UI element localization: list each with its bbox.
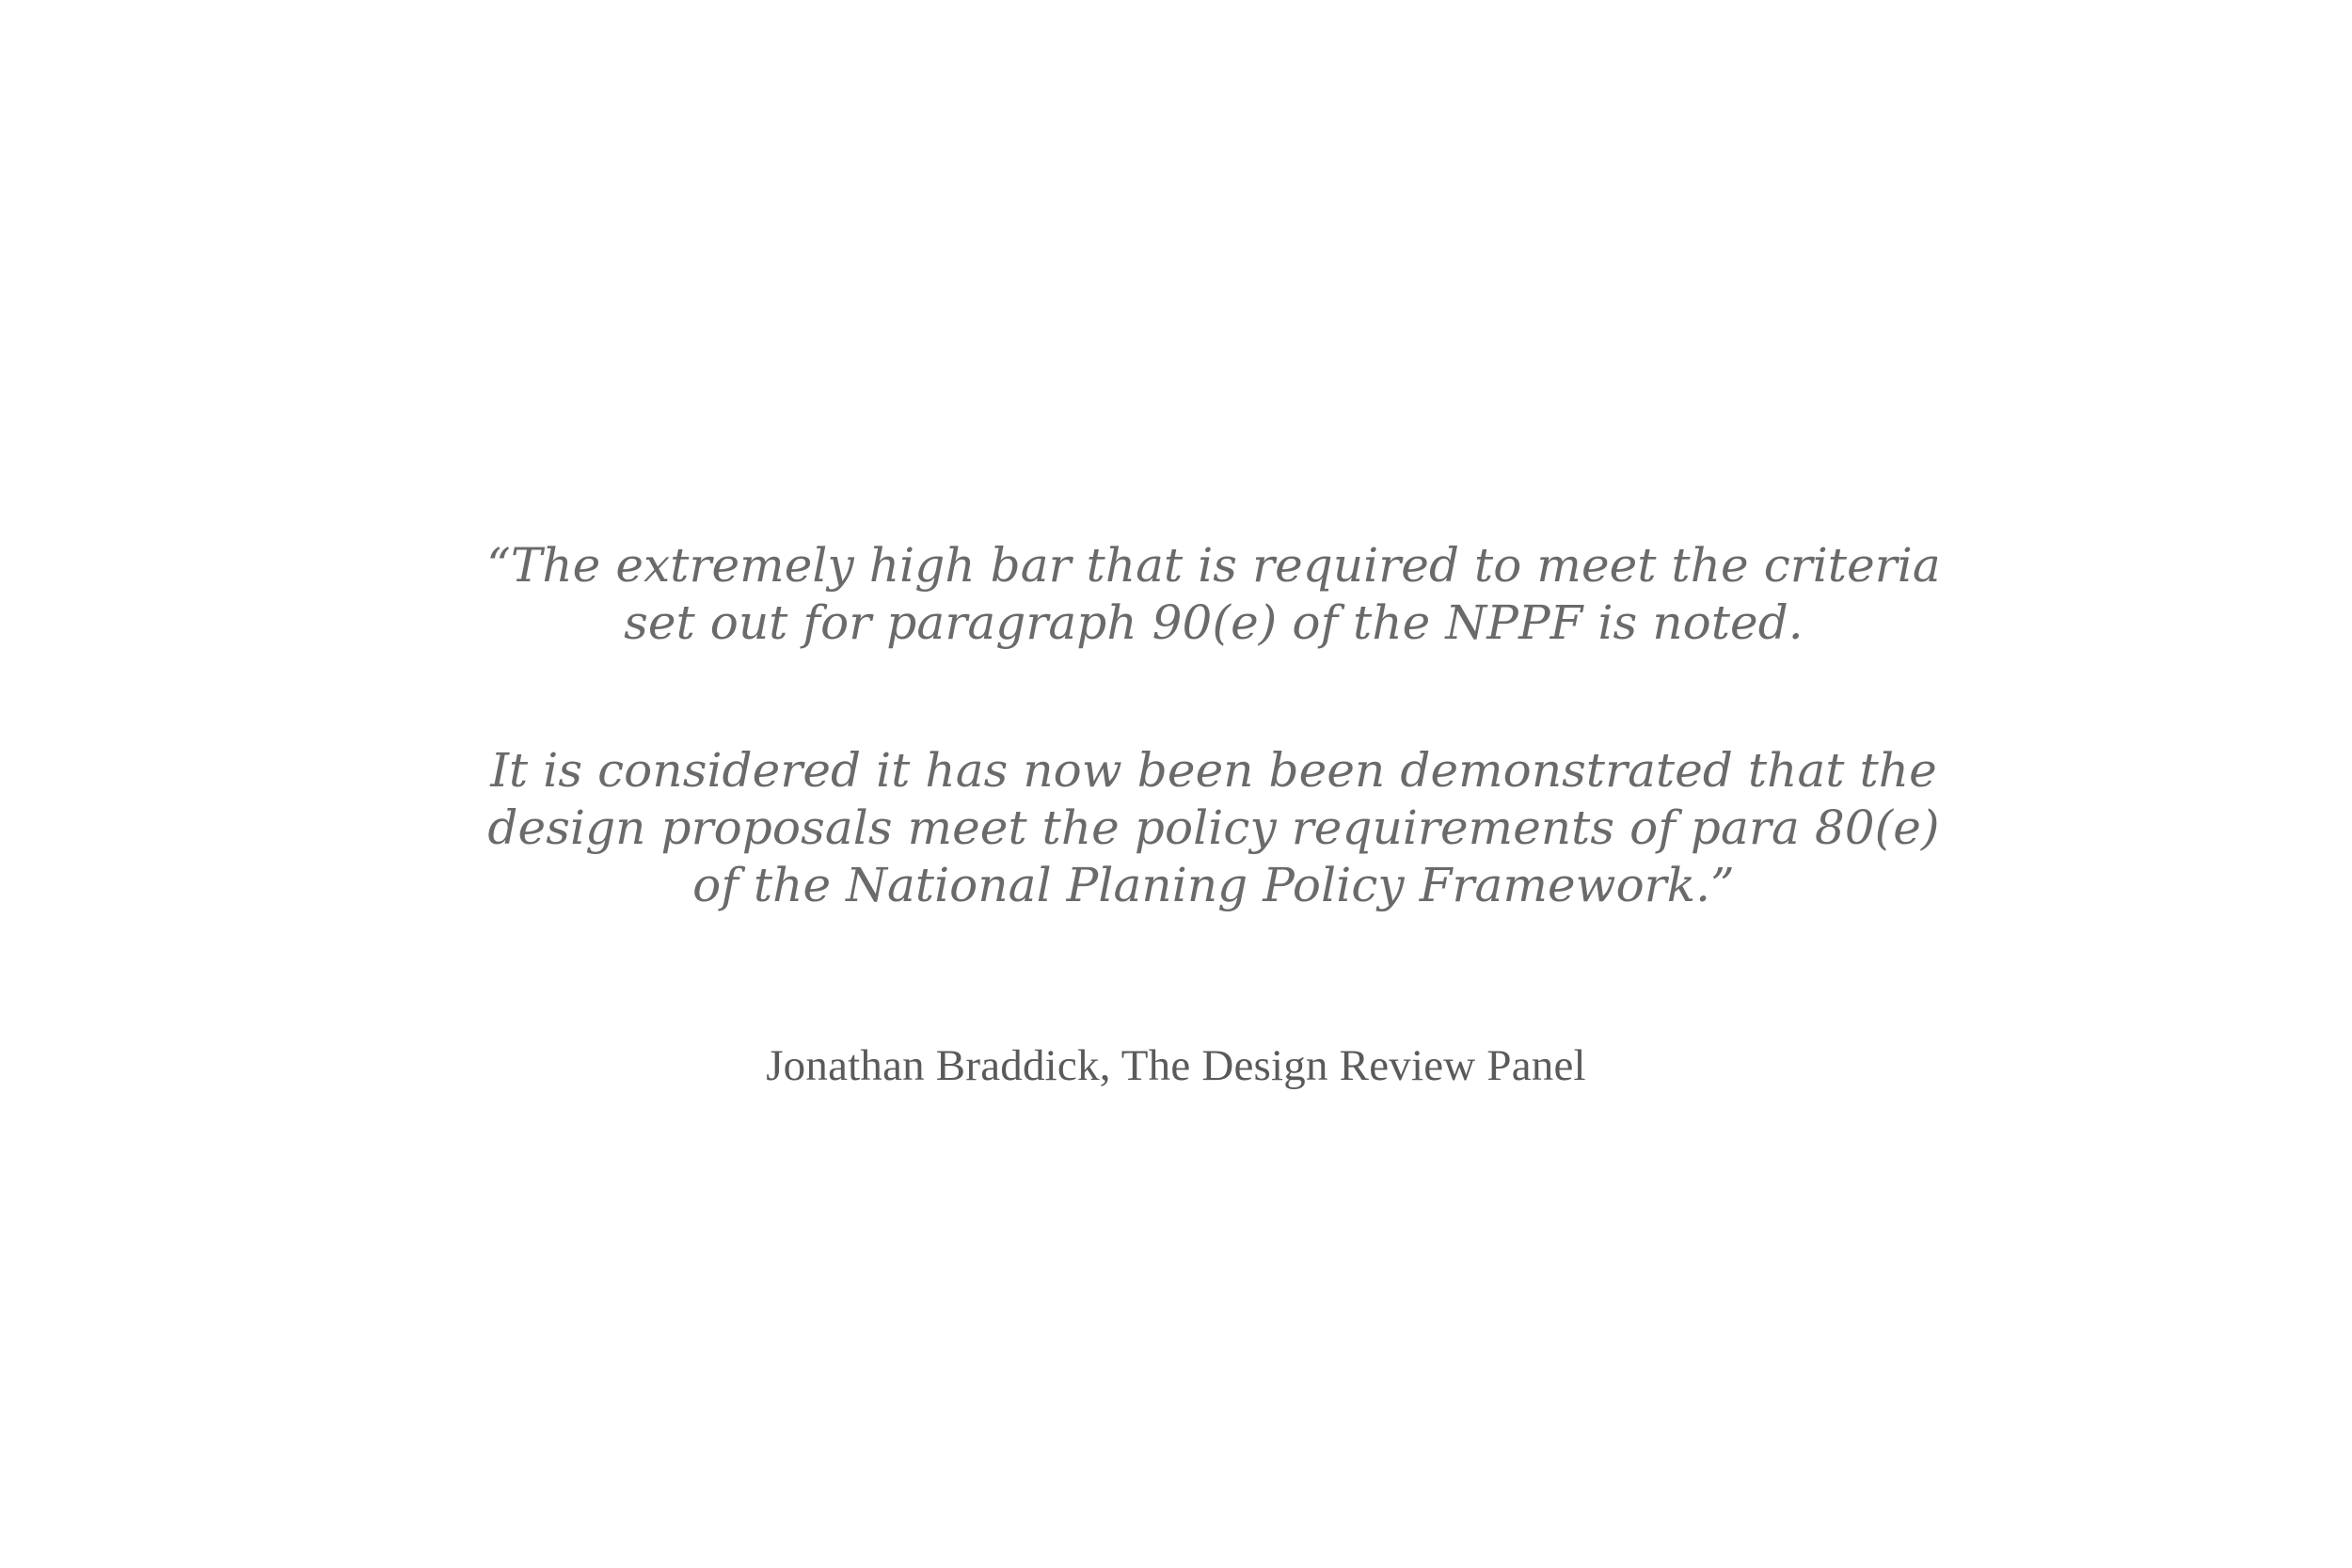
quote-paragraph-2: It is considered it has now been been demonstrated that the design proposals meet the policy requirements of para 80(e) of the National Planing Policy Framework.” <box>487 743 1940 912</box>
quote-paragraph-1: “The extremely high bar that is required to meet the criteria set out for paragraph 90(e) of the NPPF is noted. <box>486 538 1941 650</box>
quotation-block <box>480 537 1947 914</box>
quote-attribution: Jonathan Braddick, The Design Review Panel <box>766 1041 1586 1090</box>
